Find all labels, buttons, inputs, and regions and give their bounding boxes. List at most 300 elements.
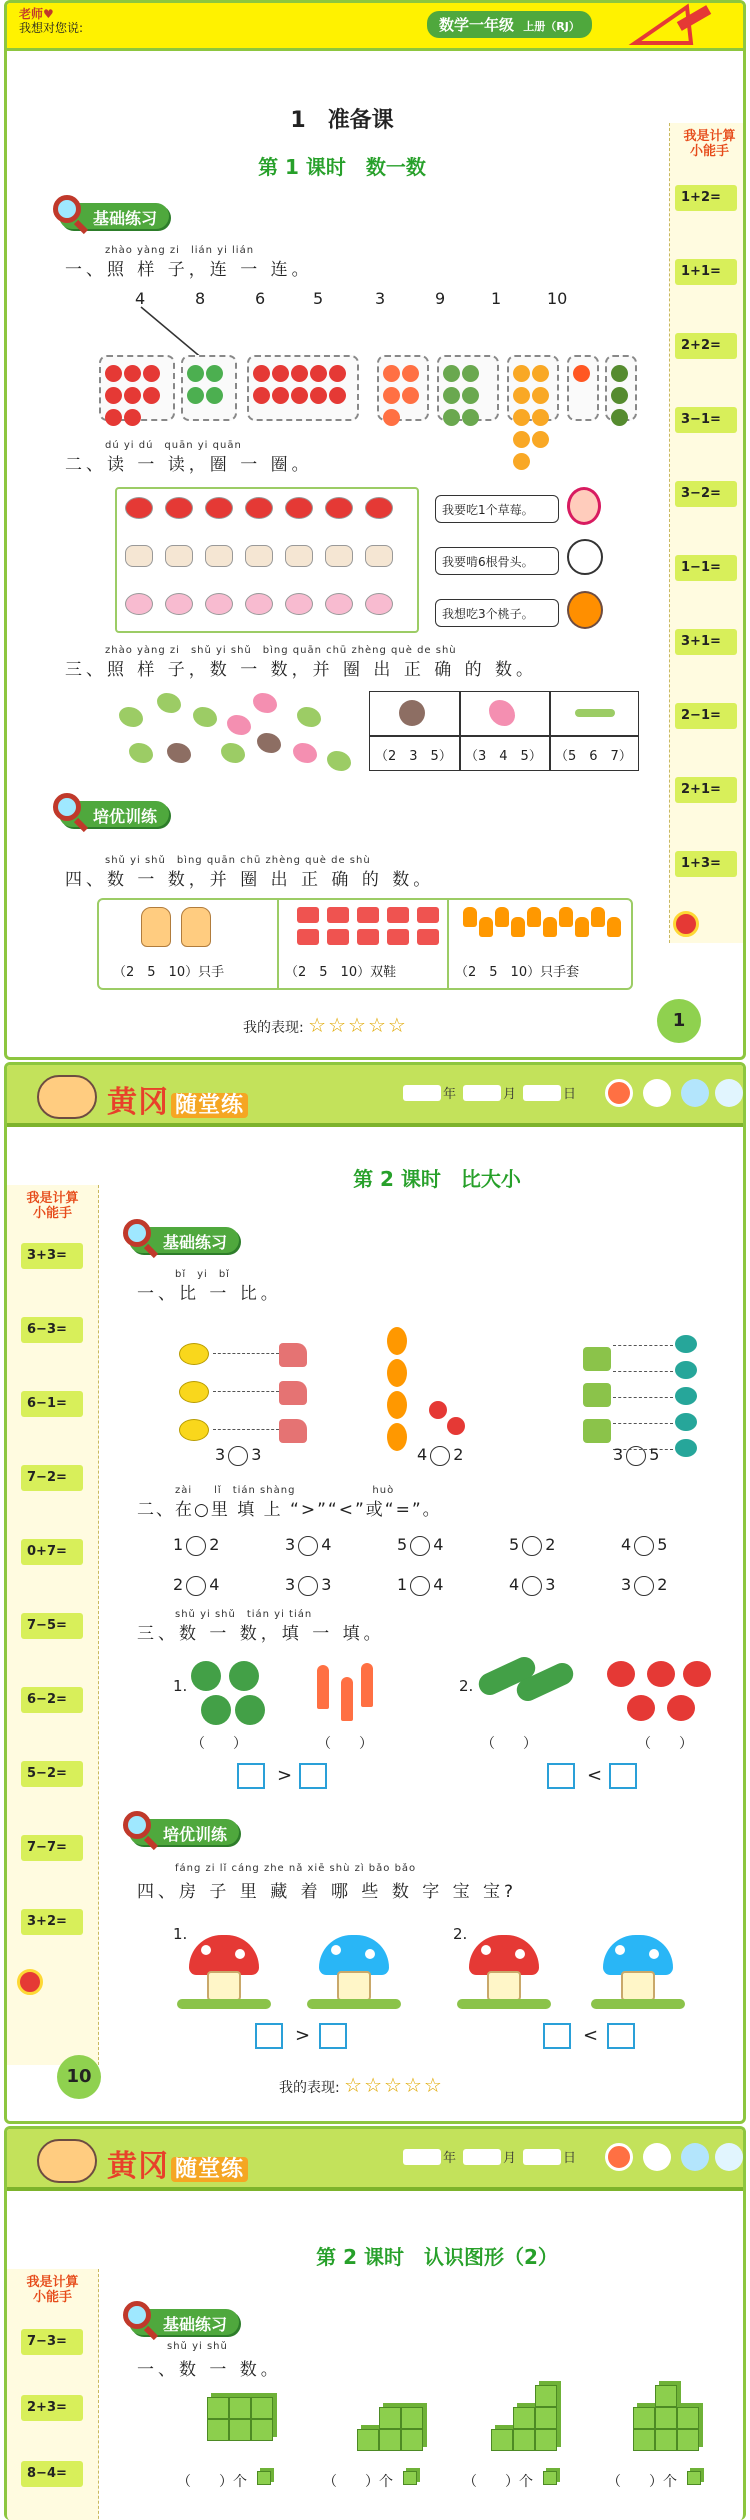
fruit-icon <box>329 387 346 404</box>
compare-circle-input[interactable] <box>186 1576 206 1596</box>
q1-number[interactable]: 8 <box>195 289 206 308</box>
carrot-icon <box>341 1677 353 1721</box>
picture-group-box[interactable] <box>507 355 559 421</box>
q1-text: 一、数 一 数。 <box>137 2360 282 2380</box>
mushroom-house[interactable] <box>189 1935 259 2007</box>
section-advanced-label: 培优训练 <box>93 807 158 826</box>
fruit-icon <box>187 387 204 404</box>
performance-text: 我的表现: <box>279 2080 340 2096</box>
unit-cube-icon <box>543 2471 557 2485</box>
q3-option[interactable]: （5 6 7） <box>555 749 632 764</box>
peach-icon[interactable] <box>245 593 273 615</box>
calc-item: 8−4= <box>21 2461 83 2487</box>
fruit-icon <box>310 365 327 382</box>
q4-operator-1: > <box>295 2025 311 2046</box>
compare-right: 3 <box>321 1575 332 1594</box>
calc-item: 6−1= <box>21 1391 83 1417</box>
dotted-connector <box>213 1391 279 1392</box>
logo-main: 黄冈 <box>107 1085 169 1120</box>
cube-block <box>535 2385 557 2407</box>
cap-spot <box>235 1949 245 1959</box>
compare-left: 4 <box>621 1535 632 1554</box>
compare-right: 2 <box>545 1535 556 1554</box>
rating-stars[interactable]: ☆☆☆☆☆ <box>344 2073 444 2097</box>
date-year-label: 年 <box>443 2151 457 2166</box>
q2-pinyin: dú yi dú quān yi quān <box>105 440 242 451</box>
picture-group-box[interactable] <box>99 355 175 421</box>
rain-icon[interactable] <box>681 1079 709 1107</box>
fruit-icon <box>187 365 204 382</box>
peach-icon[interactable] <box>125 593 153 615</box>
calc-item: 1−1= <box>675 555 737 581</box>
grass-base <box>591 1999 685 2009</box>
q3-answer-box-left-2[interactable] <box>547 1763 575 1789</box>
lesson-title: 第 1 课时 数一数 <box>258 155 426 179</box>
performance-label <box>279 2073 444 2097</box>
shoe-icon <box>357 929 379 945</box>
glove-icon <box>591 907 605 927</box>
fruit-icon <box>513 409 530 426</box>
compare-circle-input[interactable] <box>298 1576 318 1596</box>
dotted-connector <box>613 1423 673 1424</box>
cap-spot <box>649 1949 659 1959</box>
alarm-clock-icon <box>17 1969 43 1995</box>
leaf-icon <box>675 1335 697 1353</box>
cube-block <box>655 2429 677 2451</box>
strawberry-icon[interactable] <box>165 497 193 519</box>
sun-icon[interactable] <box>605 1079 633 1107</box>
calc-item: 2+1= <box>675 777 737 803</box>
compare-circle-input[interactable] <box>430 1446 450 1466</box>
glove-icon <box>559 907 573 927</box>
magnifier-icon <box>53 195 81 223</box>
grass-base <box>457 1999 551 2009</box>
shoe-icon <box>357 907 379 923</box>
carrot-icon <box>361 1663 373 1707</box>
picture-group-box[interactable] <box>181 355 237 421</box>
compare-item <box>613 1445 659 1466</box>
q1-text: 一、照 样 子，连 一 连。 <box>65 260 313 280</box>
compare-right: 4 <box>321 1535 332 1554</box>
bone-icon[interactable] <box>205 545 233 567</box>
cap-spot <box>615 1945 625 1955</box>
calc-item: 6−3= <box>21 1317 83 1343</box>
date-month-box[interactable] <box>463 1085 501 1101</box>
cloud-icon[interactable] <box>643 2143 671 2171</box>
self-assess-label: 我想对您说: <box>19 21 84 35</box>
page-number: 10 <box>57 2055 101 2099</box>
q1-number[interactable]: 9 <box>435 289 446 308</box>
strawberry-icon[interactable] <box>245 497 273 519</box>
mushroom-cap <box>603 1935 673 1975</box>
apple-icon <box>607 1661 635 1687</box>
apple-icon <box>667 1695 695 1721</box>
compare-left: 3 <box>621 1575 632 1594</box>
shoe-icon <box>387 907 409 923</box>
strawberry-icon[interactable] <box>325 497 353 519</box>
compare-right: 2 <box>209 1535 220 1554</box>
q4-pinyin: shǔ yi shǔ bìng quān chū zhèng què de shù <box>105 855 371 866</box>
glove-icon <box>607 917 621 937</box>
q3-answer-blank[interactable]: （ ） <box>317 1736 373 1752</box>
strawberry-icon[interactable] <box>365 497 393 519</box>
q3-answer-box-right-1[interactable] <box>299 1763 327 1789</box>
monkey-avatar <box>567 591 603 629</box>
calc-item: 5−2= <box>21 1761 83 1787</box>
section-basic-badge <box>59 203 169 229</box>
snow-icon[interactable] <box>715 1079 743 1107</box>
performance-label <box>243 1013 408 1037</box>
compare-item <box>173 1575 219 1596</box>
calc-item: 2−1= <box>675 703 737 729</box>
compare-circle-input[interactable] <box>634 1576 654 1596</box>
sun-icon[interactable] <box>605 2143 633 2171</box>
q1-number[interactable]: 6 <box>255 289 266 308</box>
apple-icon <box>647 1661 675 1687</box>
fruit-icon <box>462 387 479 404</box>
leaf-icon <box>675 1361 697 1379</box>
brand-logo <box>107 1077 248 1121</box>
kids-mascot-icon <box>37 1075 97 1119</box>
cake-slice-icon <box>583 1383 611 1407</box>
compare-left: 5 <box>509 1535 520 1554</box>
carrot-icon <box>317 1665 329 1709</box>
fruit-icon <box>573 365 590 382</box>
cap-spot <box>201 1945 211 1955</box>
calc-item: 3+1= <box>675 629 737 655</box>
mushroom-house[interactable] <box>603 1935 673 2007</box>
shoe-icon <box>417 907 439 923</box>
q1-number[interactable]: 1 <box>491 289 502 308</box>
cube-block <box>655 2385 677 2407</box>
cube-count-answer[interactable]: （ ）个 <box>323 2474 393 2490</box>
fruit-icon <box>443 365 460 382</box>
date-day-box[interactable] <box>523 1085 561 1101</box>
fruit-icon <box>310 387 327 404</box>
shoe-icon <box>327 907 349 923</box>
date-year-box[interactable] <box>403 1085 441 1101</box>
cherry-icon <box>447 1417 465 1435</box>
calc-item: 7−5= <box>21 1613 83 1639</box>
compare-circle-input[interactable] <box>410 1536 430 1556</box>
cube-count-answer[interactable]: （ ）个 <box>607 2474 677 2490</box>
q1-number[interactable]: 3 <box>375 289 386 308</box>
cat-icon <box>167 743 191 763</box>
compare-circle-input[interactable] <box>634 1536 654 1556</box>
picture-group-box[interactable] <box>605 355 637 421</box>
q3-answer-box-right-2[interactable] <box>609 1763 637 1789</box>
cube-block <box>251 2397 273 2419</box>
compare-circle-input[interactable] <box>522 1576 542 1596</box>
leaf-icon <box>675 1439 697 1457</box>
bone-icon[interactable] <box>365 545 393 567</box>
cloud-icon[interactable] <box>643 1079 671 1107</box>
grass-base <box>177 1999 271 2009</box>
mushroom-stem <box>487 1971 521 2001</box>
bone-icon[interactable] <box>125 545 153 567</box>
lesson-title: 第 2 课时 比大小 <box>353 1167 521 1191</box>
calc-item: 1+3= <box>675 851 737 877</box>
bone-icon[interactable] <box>325 545 353 567</box>
q3-answer-box-left-1[interactable] <box>237 1763 265 1789</box>
compare-right: 5 <box>649 1445 660 1464</box>
compare-left: 1 <box>397 1575 408 1594</box>
compare-item <box>285 1535 331 1556</box>
cube-block <box>535 2429 557 2451</box>
mushroom-cap <box>319 1935 389 1975</box>
strawberry-icon[interactable] <box>285 497 313 519</box>
fruit-icon <box>272 387 289 404</box>
sidebar-title: 我是计算小能手 <box>683 129 736 159</box>
rating-stars[interactable]: ☆☆☆☆☆ <box>308 1013 408 1037</box>
fruit-icon <box>272 365 289 382</box>
compare-left: 2 <box>173 1575 184 1594</box>
section-basic-label: 基础练习 <box>163 2315 228 2334</box>
book-badge <box>427 11 592 38</box>
q1-number[interactable]: 10 <box>547 289 568 308</box>
cap-spot <box>481 1945 491 1955</box>
hand-icon <box>181 907 211 947</box>
calc-item: 7−2= <box>21 1465 83 1491</box>
fruit-icon <box>611 365 628 382</box>
cube-block <box>677 2407 699 2429</box>
leaf-icon <box>675 1387 697 1405</box>
fruit-icon <box>402 387 419 404</box>
book-edition: 上册（RJ） <box>523 20 580 33</box>
calc-item: 1+1= <box>675 259 737 285</box>
book-title: 数学一年级 <box>439 16 515 34</box>
calc-item: 7−7= <box>21 1835 83 1861</box>
q3-table-divider-1 <box>459 691 461 771</box>
compare-right: 2 <box>453 1445 464 1464</box>
q3-label-1: 1. <box>173 1677 188 1695</box>
butterfly-icon <box>293 743 317 763</box>
mushroom-house[interactable] <box>319 1935 389 2007</box>
compare-circle-input[interactable] <box>298 1536 318 1556</box>
q1-pinyin: shǔ yi shǔ <box>167 2341 228 2352</box>
fruit-icon <box>532 387 549 404</box>
picture-group-box[interactable] <box>247 355 359 421</box>
q3-answer-blank[interactable]: （ ） <box>481 1736 537 1752</box>
q4-divider-1 <box>277 898 279 990</box>
butterfly-icon <box>227 715 251 735</box>
q3-label-2: 2. <box>459 1677 474 1695</box>
q4-answer-box-right-1[interactable] <box>319 2023 347 2049</box>
mushroom-stem <box>207 1971 241 2001</box>
bone-icon[interactable] <box>165 545 193 567</box>
dragonfly-icon <box>575 709 615 717</box>
date-day-box[interactable] <box>523 2149 561 2165</box>
compare-circle-input[interactable] <box>410 1576 430 1596</box>
compare-left: 5 <box>397 1535 408 1554</box>
fruit-icon <box>513 387 530 404</box>
apple-icon <box>683 1661 711 1687</box>
dotted-connector <box>213 1353 279 1354</box>
section-basic-badge <box>129 2309 239 2335</box>
q1-number[interactable]: 4 <box>135 289 146 308</box>
girl-avatar <box>567 487 601 525</box>
cake-icon <box>279 1343 307 1367</box>
broccoli-icon <box>201 1695 231 1725</box>
q3-operator-1: > <box>277 1765 293 1786</box>
strawberry-icon[interactable] <box>125 497 153 519</box>
teacher-label: 老师♥ <box>19 7 54 21</box>
glove-icon <box>511 917 525 937</box>
bone-icon[interactable] <box>245 545 273 567</box>
date-month-box[interactable] <box>463 2149 501 2165</box>
fruit-icon <box>291 365 308 382</box>
q3-pinyin: zhào yàng zi shǔ yi shǔ bìng quān chū zhèng què de shù <box>105 645 457 656</box>
date-month-label: 月 <box>503 2151 517 2166</box>
fruit-icon <box>462 409 479 426</box>
date-year-box[interactable] <box>403 2149 441 2165</box>
strawberry-icon[interactable] <box>205 497 233 519</box>
logo-sub: 随堂练 <box>171 1093 248 1118</box>
section-basic-label: 基础练习 <box>163 1233 228 1252</box>
fruit-icon <box>513 453 530 470</box>
fruit-icon <box>443 409 460 426</box>
cake-slice-icon <box>583 1419 611 1443</box>
peach-icon[interactable] <box>285 593 313 615</box>
q4-option[interactable]: （2 5 10）只手套 <box>455 965 580 980</box>
calc-item: 7−3= <box>21 2329 83 2355</box>
fruit-icon <box>105 387 122 404</box>
mushroom-stem <box>621 1971 655 2001</box>
shoe-icon <box>387 929 409 945</box>
logo-sub: 随堂练 <box>171 2157 248 2182</box>
fruit-icon <box>105 409 122 426</box>
q4-option[interactable]: （2 5 10）只手 <box>113 965 225 980</box>
section-advanced-badge <box>59 801 169 827</box>
mango-icon <box>387 1391 407 1419</box>
dog-avatar <box>567 539 603 575</box>
speech-bubble: 我想吃3个桃子。 <box>435 599 559 627</box>
compare-right: 4 <box>433 1575 444 1594</box>
cat-icon <box>257 733 281 753</box>
q3-option[interactable]: （3 4 5） <box>465 749 542 764</box>
fruit-icon <box>611 409 628 426</box>
performance-text: 我的表现: <box>243 1020 304 1036</box>
q3-operator-2: < <box>587 1765 603 1786</box>
q4-option[interactable]: （2 5 10）双鞋 <box>285 965 397 980</box>
bone-icon[interactable] <box>285 545 313 567</box>
q3-text: 三、照 样 子，数 一 数，并 圈 出 正 确 的 数。 <box>65 660 538 680</box>
shoe-icon <box>417 929 439 945</box>
cube-block <box>229 2397 251 2419</box>
peach-icon[interactable] <box>365 593 393 615</box>
compare-circle-input[interactable] <box>626 1446 646 1466</box>
q4-answer-box-left-2[interactable] <box>543 2023 571 2049</box>
q4-answer-box-left-1[interactable] <box>255 2023 283 2049</box>
mushroom-stem <box>337 1971 371 2001</box>
fruit-icon <box>513 431 530 448</box>
peach-icon[interactable] <box>205 593 233 615</box>
peach-icon[interactable] <box>165 593 193 615</box>
lemon-icon <box>179 1381 209 1403</box>
compare-item <box>397 1535 443 1556</box>
picture-group-box[interactable] <box>377 355 429 421</box>
compare-item <box>509 1575 555 1596</box>
apple-icon <box>627 1695 655 1721</box>
fruit-icon <box>124 365 141 382</box>
calc-item: 2+3= <box>21 2395 83 2421</box>
glove-icon <box>575 917 589 937</box>
cube-block <box>633 2407 655 2429</box>
compare-right: 4 <box>433 1535 444 1554</box>
hand-icon <box>141 907 171 947</box>
snow-icon[interactable] <box>715 2143 743 2171</box>
fruit-icon <box>443 387 460 404</box>
dragonfly-icon <box>221 743 245 763</box>
fruit-icon <box>124 409 141 426</box>
glove-icon <box>527 907 541 927</box>
q3-answer-blank[interactable]: （ ） <box>637 1736 693 1752</box>
picture-group-box[interactable] <box>567 355 599 421</box>
mushroom-house[interactable] <box>469 1935 539 2007</box>
fruit-icon <box>513 365 530 382</box>
q3-option[interactable]: （2 3 5） <box>375 749 452 764</box>
shoe-icon <box>297 907 319 923</box>
q3-text: 三、数 一 数，填 一 填。 <box>137 1624 385 1644</box>
q1-text: 一、比 一 比。 <box>137 1284 282 1304</box>
compare-item <box>285 1575 331 1596</box>
fruit-icon <box>532 431 549 448</box>
rain-icon[interactable] <box>681 2143 709 2171</box>
compare-right: 5 <box>657 1535 668 1554</box>
cube-block <box>401 2407 423 2429</box>
compare-circle-input[interactable] <box>522 1536 542 1556</box>
peach-icon[interactable] <box>325 593 353 615</box>
mango-icon <box>387 1327 407 1355</box>
butterfly-icon <box>253 693 277 713</box>
fruit-icon <box>206 387 223 404</box>
cap-spot <box>365 1949 375 1959</box>
mushroom-cap <box>189 1935 259 1975</box>
cube-block <box>513 2407 535 2429</box>
picture-group-box[interactable] <box>437 355 499 421</box>
q3-table-hline <box>369 735 639 737</box>
q3-answer-blank[interactable]: （ ） <box>191 1736 247 1752</box>
fruit-icon <box>291 387 308 404</box>
q1-number[interactable]: 5 <box>313 289 324 308</box>
cube-count-answer[interactable]: （ ）个 <box>177 2474 247 2490</box>
cube-block <box>655 2407 677 2429</box>
compare-circle-input[interactable] <box>228 1446 248 1466</box>
cap-spot <box>331 1945 341 1955</box>
q4-divider-2 <box>447 898 449 990</box>
workbook-page-10 <box>4 1062 746 2124</box>
date-day-label: 日 <box>563 1087 577 1102</box>
cube-count-answer[interactable]: （ ）个 <box>463 2474 533 2490</box>
page-number: 1 <box>657 999 701 1043</box>
q4-answer-box-right-2[interactable] <box>607 2023 635 2049</box>
calc-item: 3−2= <box>675 481 737 507</box>
compare-circle-input[interactable] <box>186 1536 206 1556</box>
kids-mascot-icon <box>37 2139 97 2183</box>
fruit-icon <box>383 387 400 404</box>
dotted-connector <box>613 1345 673 1346</box>
cake-icon <box>279 1381 307 1405</box>
cat-icon <box>399 700 425 726</box>
cube-block <box>677 2429 699 2451</box>
magnifier-icon <box>123 2301 151 2329</box>
fruit-icon <box>402 365 419 382</box>
sidebar-title: 我是计算小能手 <box>26 1191 79 1221</box>
compare-item <box>397 1575 443 1596</box>
broccoli-icon <box>229 1661 259 1691</box>
cube-block <box>357 2429 379 2451</box>
shoe-icon <box>327 929 349 945</box>
